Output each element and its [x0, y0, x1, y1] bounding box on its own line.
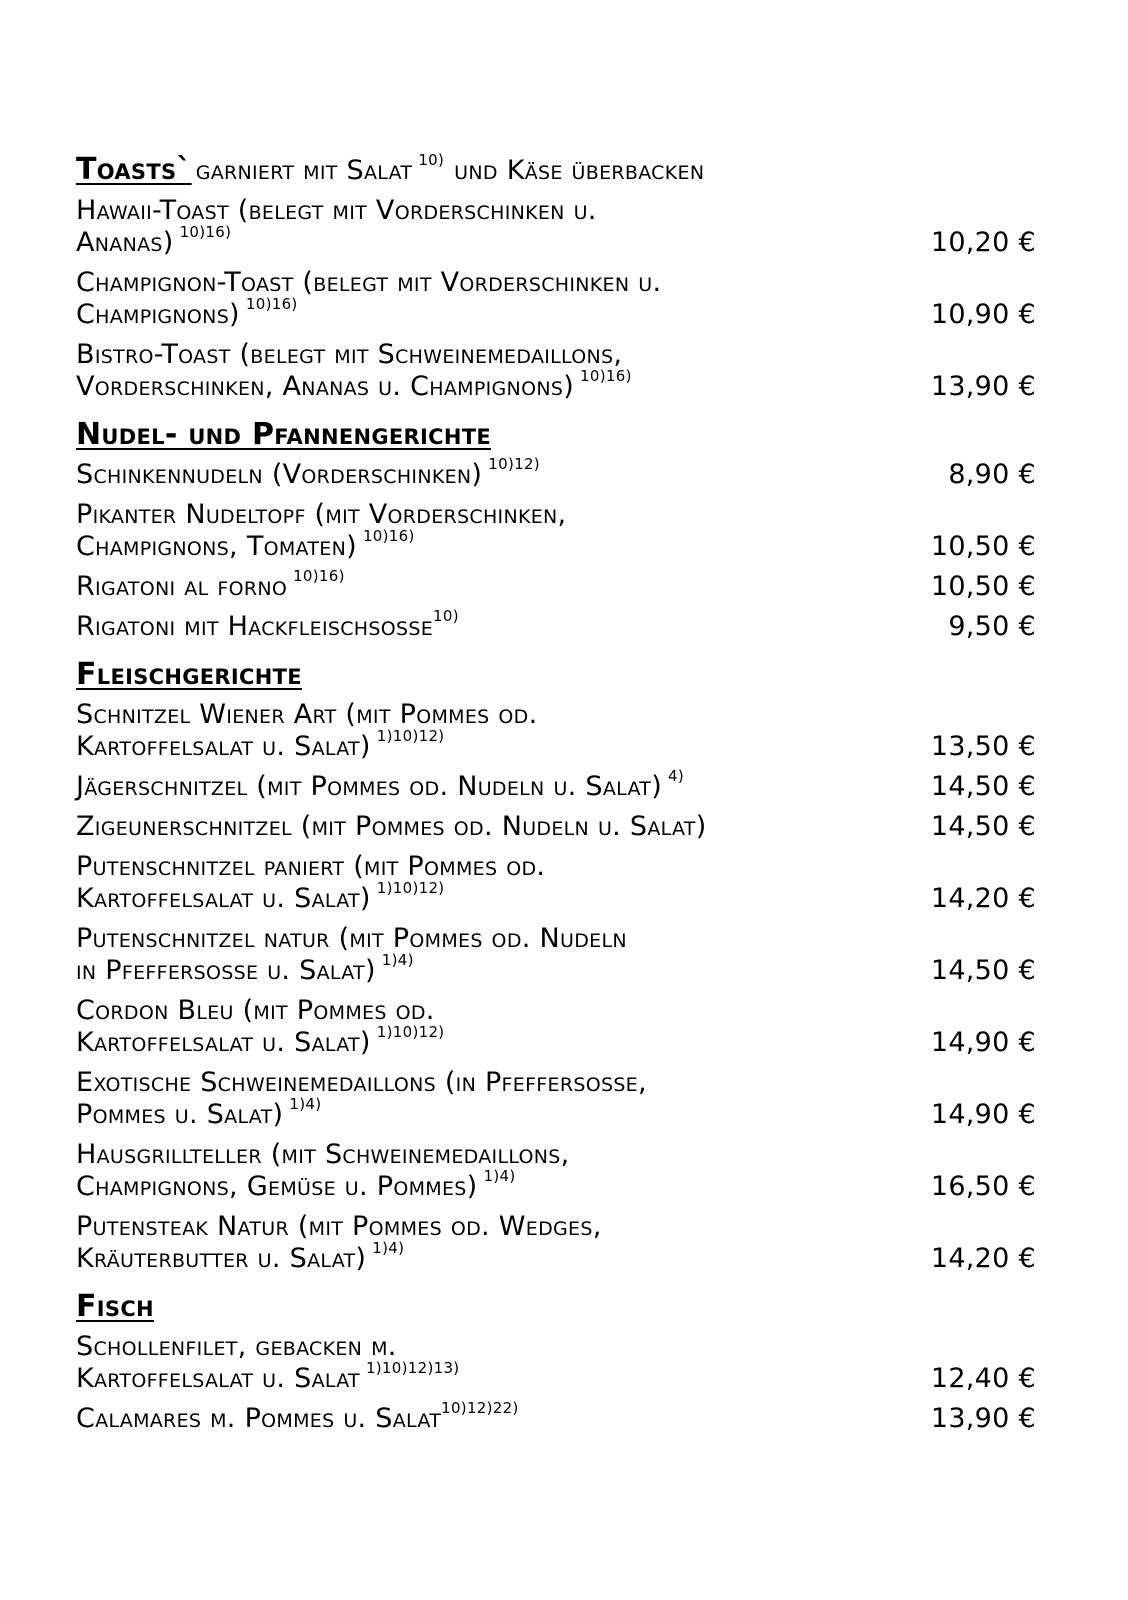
allergen-note: 1)10)12): [376, 727, 445, 745]
menu-item-line: [76, 267, 876, 299]
menu-item-text: Vorderschinken, Ananas u. Champignons): [76, 371, 575, 402]
menu-item: [76, 1139, 1036, 1203]
menu-item-line: [76, 951, 876, 987]
menu-item-text: Schinkennudeln (Vorderschinken): [76, 459, 483, 490]
menu-item-text: Champignons): [76, 299, 240, 330]
menu-item: [76, 607, 1036, 643]
menu-item-text: Exotische Schweinemedaillons (in Pfeffersosse,: [76, 1067, 647, 1098]
menu-item: [76, 567, 1036, 603]
menu-item-price: 13,90 €: [930, 1403, 1036, 1434]
menu-item-line: [76, 1139, 876, 1171]
menu-item-text: Pikanter Nudeltopf (mit Vorderschinken,: [76, 499, 567, 530]
menu-item-text: Jägerschnitzel (mit Pommes od. Nudeln u. Salat): [76, 771, 663, 802]
menu-item-text: Kartoffelsalat u. Salat: [76, 1363, 360, 1394]
allergen-note: 1)4): [289, 1095, 322, 1113]
menu-item-line: [76, 1331, 876, 1363]
allergen-note: 1)10)12): [376, 1023, 445, 1041]
menu-item: [76, 499, 1036, 563]
menu-section: [76, 152, 1036, 403]
menu-section: [76, 417, 1036, 643]
menu-item-line: [76, 811, 876, 843]
menu-item-price: 10,20 €: [930, 227, 1036, 258]
menu-item-text: Rigatoni mit Hackfleischsosse: [76, 611, 434, 642]
section-subtitle: [196, 153, 705, 189]
section-title: Nudel- und Pfannengerichte: [76, 417, 491, 452]
section-title: Toasts`: [76, 152, 192, 187]
menu-item-line: [76, 607, 876, 643]
menu-item-name: [76, 195, 876, 259]
menu-item-name: [76, 607, 876, 643]
menu-item: [76, 767, 1036, 803]
menu-item-text: Kräuterbutter u. Salat): [76, 1243, 367, 1274]
menu-item-line: [76, 1023, 876, 1059]
menu-item-line: [76, 527, 876, 563]
menu-item-name: [76, 699, 876, 763]
menu-item-line: [76, 455, 876, 491]
menu-item-price: 10,50 €: [930, 531, 1036, 562]
menu-item-text: Kartoffelsalat u. Salat): [76, 883, 371, 914]
allergen-note: 10)16): [179, 223, 232, 241]
menu-item-line: [76, 1067, 876, 1099]
allergen-note: 4): [668, 767, 685, 785]
menu-item-name: [76, 339, 876, 403]
menu-item-name: [76, 1211, 876, 1275]
allergen-note: 1)10)12): [376, 879, 445, 897]
allergen-note: 10)16): [245, 295, 298, 313]
menu-item-text: Schnitzel Wiener Art (mit Pommes od.: [76, 699, 538, 730]
menu-item-line: [76, 767, 876, 803]
menu-item-line: [76, 1095, 876, 1131]
menu-item-price: 16,50 €: [930, 1171, 1036, 1202]
menu-item-line: [76, 727, 876, 763]
menu-item-line: [76, 295, 876, 331]
menu-item-text: Kartoffelsalat u. Salat): [76, 731, 371, 762]
menu-item: [76, 267, 1036, 331]
menu-item: [76, 811, 1036, 843]
menu-item-line: [76, 923, 876, 955]
menu-item-name: [76, 995, 876, 1059]
menu-item-text: Pommes u. Salat): [76, 1099, 284, 1130]
menu-item: [76, 1399, 1036, 1435]
menu-item: [76, 1331, 1036, 1395]
menu-item-text: Champignons, Tomaten): [76, 531, 357, 562]
allergen-note: 10)12)22): [441, 1399, 519, 1417]
section-heading: [76, 152, 1036, 189]
allergen-note: 10)16): [293, 567, 345, 585]
menu-item-name: [76, 851, 876, 915]
menu-item-line: [76, 1211, 876, 1243]
menu-item-price: 14,50 €: [930, 771, 1036, 802]
menu-item-line: [76, 879, 876, 915]
menu-item-line: [76, 1239, 876, 1275]
menu-section: [76, 1289, 1036, 1435]
menu-item: [76, 195, 1036, 259]
menu-item-line: [76, 995, 876, 1027]
menu-item-text: Putensteak Natur (mit Pommes od. Wedges,: [76, 1211, 602, 1242]
menu-item-price: 10,90 €: [930, 299, 1036, 330]
menu-item-line: [76, 1167, 876, 1203]
menu-item-price: 14,20 €: [930, 883, 1036, 914]
menu-item-line: [76, 851, 876, 883]
menu-item-text: Putenschnitzel paniert (mit Pommes od.: [76, 851, 546, 882]
menu-item: [76, 699, 1036, 763]
allergen-note: 10)16): [580, 367, 632, 385]
menu-item-line: [76, 1359, 876, 1395]
menu-item-text: Hausgrillteller (mit Schweinemedaillons,: [76, 1139, 570, 1170]
menu-item: [76, 339, 1036, 403]
menu-item-line: [76, 223, 876, 259]
menu-item-text: in Pfeffersosse u. Salat): [76, 955, 376, 986]
menu-item-name: [76, 1139, 876, 1203]
menu-section: [76, 657, 1036, 1275]
menu-item-name: [76, 1399, 876, 1435]
menu-item-text: Champignon-Toast (belegt mit Vorderschinken u.: [76, 267, 662, 298]
allergen-note: 1)4): [381, 951, 414, 969]
menu-item: [76, 995, 1036, 1059]
menu-item-text: Bistro-Toast (belegt mit Schweinemedaillons,: [76, 339, 623, 370]
menu-item: [76, 1067, 1036, 1131]
section-heading: [76, 1289, 1036, 1325]
menu-item-text: Schollenfilet, gebacken m.: [76, 1331, 397, 1362]
section-subtitle-tail: und Käse überbacken: [454, 155, 705, 186]
section-subtitle-text: garniert mit Salat: [195, 155, 413, 186]
section-heading: [76, 657, 1036, 693]
allergen-note: 10): [418, 151, 445, 169]
menu-item-line: [76, 499, 876, 531]
menu-item-name: [76, 1067, 876, 1131]
menu-item-name: [76, 267, 876, 331]
allergen-note: 1)4): [372, 1239, 405, 1257]
menu-item-price: 12,40 €: [930, 1363, 1036, 1394]
menu-item-text: Hawaii-Toast (belegt mit Vorderschinken u.: [76, 195, 597, 226]
menu-item-name: [76, 811, 876, 843]
menu-item-text: Champignons, Gemüse u. Pommes): [76, 1171, 478, 1202]
menu-item-line: [76, 339, 876, 371]
menu-item: [76, 455, 1036, 491]
menu-item-text: Zigeunerschnitzel (mit Pommes od. Nudeln u. Salat): [76, 811, 707, 842]
menu-item-text: Rigatoni al forno: [76, 571, 288, 602]
section-title: Fleischgerichte: [76, 657, 302, 692]
menu-item-line: [76, 567, 876, 603]
menu-item-price: 9,50 €: [948, 611, 1036, 642]
menu-item-name: [76, 499, 876, 563]
menu-item-name: [76, 923, 876, 987]
section-heading: [76, 417, 1036, 453]
menu-item: [76, 1211, 1036, 1275]
menu-item-price: 8,90 €: [948, 459, 1036, 490]
menu-item-name: [76, 1331, 876, 1395]
menu-item-price: 13,50 €: [930, 731, 1036, 762]
allergen-note: 1)10)12)13): [365, 1359, 460, 1377]
allergen-note: 10)12): [488, 455, 540, 473]
menu-item: [76, 851, 1036, 915]
allergen-note: 10)16): [362, 527, 415, 545]
menu-item-line: [76, 1399, 876, 1435]
menu-item-name: [76, 455, 876, 491]
menu-item-price: 14,50 €: [930, 811, 1036, 842]
menu-item-price: 10,50 €: [930, 571, 1036, 602]
menu-item-text: Calamares m. Pommes u. Salat: [76, 1403, 442, 1434]
allergen-note: 10): [433, 607, 459, 625]
menu-item-price: 14,90 €: [930, 1027, 1036, 1058]
section-title: Fisch: [76, 1289, 154, 1324]
menu-item-price: 13,90 €: [930, 371, 1036, 402]
menu-item-text: Putenschnitzel natur (mit Pommes od. Nudeln: [76, 923, 627, 954]
menu-item-line: [76, 699, 876, 731]
menu-item-name: [76, 767, 876, 803]
menu-item-text: Cordon Bleu (mit Pommes od.: [76, 995, 435, 1026]
menu-item: [76, 923, 1036, 987]
menu-item-price: 14,50 €: [930, 955, 1036, 986]
menu-item-price: 14,20 €: [930, 1243, 1036, 1274]
menu-item-text: Ananas): [76, 227, 174, 258]
menu-item-name: [76, 567, 876, 603]
menu-page: [76, 152, 1036, 1449]
allergen-note: 1)4): [483, 1167, 516, 1185]
menu-item-price: 14,90 €: [930, 1099, 1036, 1130]
menu-item-line: [76, 367, 876, 403]
menu-item-text: Kartoffelsalat u. Salat): [76, 1027, 371, 1058]
